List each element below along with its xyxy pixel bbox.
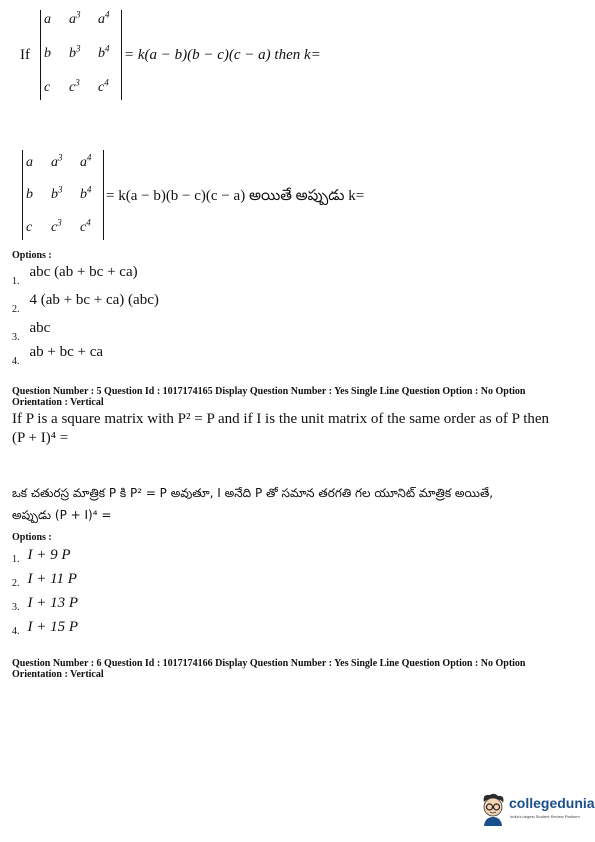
q4-options-heading: Options : bbox=[12, 250, 52, 261]
q4-option-4 bbox=[12, 343, 104, 367]
option-text: I + 13 P bbox=[27, 595, 79, 611]
matrix-cell: $c^4$ bbox=[80, 217, 91, 235]
matrix-cell: $b^3$ bbox=[69, 43, 81, 61]
q4-determinant-te bbox=[22, 150, 104, 240]
q4-option-3 bbox=[12, 319, 51, 343]
matrix-cell: $a^4$ bbox=[80, 152, 92, 170]
matrix-cell: $b^4$ bbox=[98, 43, 110, 61]
q6-meta-line-1: Question Number : 6 Question Id : 1017174166 Display Question Number : Yes Single Line Question Option : No Option bbox=[12, 658, 526, 669]
matrix-cell: a bbox=[44, 12, 51, 27]
q5-question-en-line-1: If P is a square matrix with P² = P and if I is the unit matrix of the same order as of P then bbox=[12, 411, 550, 427]
option-number: 4. bbox=[12, 356, 20, 367]
q5-question-en bbox=[12, 410, 592, 448]
option-text: 4 (ab + bc + ca) (abc) bbox=[29, 292, 159, 308]
mascot-icon bbox=[478, 792, 508, 826]
matrix-cell: $a^4$ bbox=[98, 9, 110, 27]
q6-meta-line-2: Orientation : Vertical bbox=[12, 669, 104, 680]
option-text: ab + bc + ca bbox=[29, 344, 104, 360]
option-text: I + 9 P bbox=[27, 547, 71, 563]
q5-option-4 bbox=[12, 618, 78, 636]
q5-question-te-line-2: అప్పుడు (P + I)⁴ = bbox=[12, 508, 112, 522]
q5-meta-line-2: Orientation : Vertical bbox=[12, 397, 104, 408]
q5-meta bbox=[12, 386, 587, 408]
matrix-cell: $b^3$ bbox=[51, 184, 63, 202]
matrix-cell: a bbox=[26, 155, 33, 170]
matrix-cell: c bbox=[44, 80, 51, 95]
option-number: 2. bbox=[12, 578, 20, 589]
matrix-cell: $a^3$ bbox=[51, 152, 63, 170]
option-number: 1. bbox=[12, 554, 20, 565]
matrix-cell: $a^3$ bbox=[69, 9, 81, 27]
q5-meta-line-1: Question Number : 5 Question Id : 1017174165 Display Question Number : Yes Single Line Question Option : No Option bbox=[12, 386, 526, 397]
matrix-cell: b bbox=[44, 46, 51, 61]
q5-option-1 bbox=[12, 546, 71, 564]
q5-question-te-line-1: ఒక చతురస్ర మాత్రిక P కి P² = P అవుతూ, I అనేది P తో సమాన తరగతి గల యూనిట్ మాత్రిక అయితే, bbox=[12, 486, 494, 500]
option-number: 2. bbox=[12, 304, 20, 315]
option-number: 3. bbox=[12, 332, 20, 343]
option-text: I + 15 P bbox=[27, 619, 79, 635]
q4-option-1 bbox=[12, 263, 138, 287]
q5-options-heading: Options : bbox=[12, 532, 52, 543]
q4-equation-en: = k(a − b)(b − c)(c − a) then k= bbox=[124, 47, 321, 63]
option-text: I + 11 P bbox=[27, 571, 77, 587]
matrix-cell: $c^3$ bbox=[51, 217, 62, 235]
q6-meta bbox=[12, 658, 587, 680]
option-number: 1. bbox=[12, 276, 20, 287]
q4-option-2 bbox=[12, 291, 159, 315]
option-text: abc bbox=[29, 320, 51, 336]
q5-option-2 bbox=[12, 570, 77, 588]
logo-name: collegedunia bbox=[509, 795, 595, 811]
q4-prefix: If bbox=[20, 47, 30, 63]
matrix-cell: $b^4$ bbox=[80, 184, 92, 202]
matrix-cell: c bbox=[26, 220, 33, 235]
option-text: abc (ab + bc + ca) bbox=[29, 264, 138, 280]
q5-question-en-line-2: (P + I)⁴ = bbox=[12, 430, 69, 446]
matrix-cell: b bbox=[26, 187, 33, 202]
matrix-cell: $c^3$ bbox=[69, 77, 80, 95]
q4-equation-te: = k(a − b)(b − c)(c − a) అయితే అప్పుడు k= bbox=[106, 188, 365, 204]
q5-option-3 bbox=[12, 594, 78, 612]
logo-tagline: India's largest Student Review Platform bbox=[510, 814, 580, 819]
matrix-cell: $c^4$ bbox=[98, 77, 109, 95]
q5-question-te bbox=[12, 482, 592, 526]
option-number: 4. bbox=[12, 626, 20, 637]
q4-determinant-en bbox=[40, 10, 122, 100]
option-number: 3. bbox=[12, 602, 20, 613]
collegedunia-logo bbox=[478, 792, 595, 828]
